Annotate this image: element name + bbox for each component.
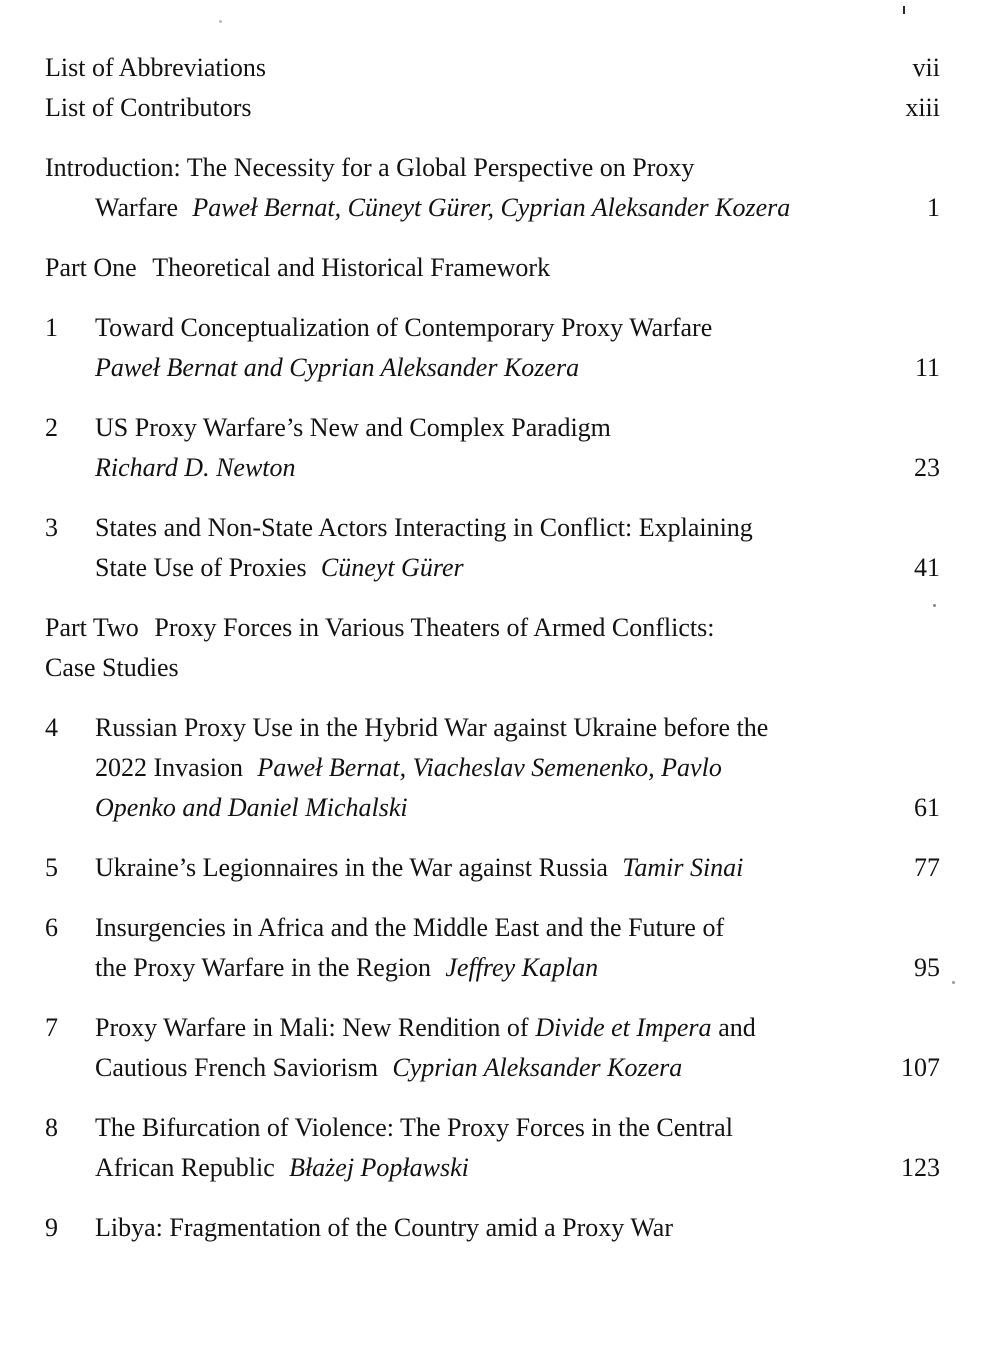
toc-entry-chapter — [45, 1208, 940, 1248]
chapter-title-continuation: 2022 Invasion — [95, 753, 244, 782]
chapter-title-pre: Proxy Warfare in Mali: New Rendition of — [95, 1013, 529, 1042]
part-title: Proxy Forces in Various Theaters of Armed Conflicts: — [154, 613, 715, 642]
scan-artifact-dot — [219, 20, 222, 23]
chapter-authors-continuation: Openko and Daniel Michalski — [95, 793, 408, 822]
scan-artifact-tick — [903, 6, 905, 14]
entry-body — [95, 508, 898, 588]
page-number: 41 — [914, 553, 940, 582]
entry-body — [95, 308, 899, 388]
part-label: Part One — [45, 253, 137, 282]
toc-entry-chapter — [45, 848, 940, 888]
chapter-title-line — [95, 848, 898, 888]
part-title-continuation: Case Studies — [45, 653, 179, 682]
entry-body — [95, 708, 898, 828]
part-heading-one — [45, 248, 940, 288]
part-label: Part Two — [45, 613, 139, 642]
chapter-title-continuation: the Proxy Warfare in the Region — [95, 953, 432, 982]
entry-title-line — [95, 188, 911, 228]
chapter-number: 5 — [45, 853, 58, 882]
entry-body — [95, 408, 898, 488]
toc-entry-chapter — [45, 308, 940, 388]
toc-entry-introduction — [45, 148, 940, 228]
part-heading-two — [45, 608, 940, 688]
part-heading-body — [45, 608, 940, 688]
chapter-authors: Paweł Bernat and Cyprian Aleksander Kozera — [95, 353, 580, 382]
page-number: 61 — [914, 793, 940, 822]
front-matter-section — [45, 48, 940, 128]
chapter-number: 4 — [45, 713, 58, 742]
chapter-number: 3 — [45, 513, 58, 542]
toc-entry-chapter — [45, 508, 940, 588]
chapter-authors: Cyprian Aleksander Kozera — [392, 1053, 683, 1082]
entry-title-line: Introduction: The Necessity for a Global Perspective on Proxy — [45, 153, 695, 182]
front-matter-row — [45, 48, 940, 88]
chapter-authors: Richard D. Newton — [95, 453, 296, 482]
entry-body — [95, 1108, 885, 1188]
page-number: 11 — [914, 353, 940, 382]
page-number: 1 — [927, 193, 940, 222]
chapter-number: 1 — [45, 313, 58, 342]
chapter-title: Toward Conceptualization of Contemporary Proxy Warfare — [95, 313, 713, 342]
chapter-number: 2 — [45, 413, 58, 442]
scan-artifact-dot — [933, 604, 936, 607]
entry-body — [95, 1208, 924, 1248]
chapter-title-line — [95, 548, 898, 588]
chapter-title-line — [95, 1048, 885, 1088]
chapter-title-line — [95, 1008, 885, 1048]
page-number: 23 — [914, 453, 940, 482]
chapter-number: 9 — [45, 1213, 58, 1242]
toc-entry-chapter — [45, 1008, 940, 1088]
chapter-title: States and Non-State Actors Interacting in Conflict: Explaining — [95, 513, 753, 542]
chapter-title-line — [95, 948, 898, 988]
chapter-number: 6 — [45, 913, 58, 942]
chapter-title: Russian Proxy Use in the Hybrid War against Ukraine before the — [95, 713, 769, 742]
page-number: 95 — [914, 953, 940, 982]
chapter-title-post: and — [718, 1013, 756, 1042]
page-number: 123 — [901, 1153, 940, 1182]
entry-title-continuation: Warfare — [95, 193, 179, 222]
page-number: vii — [912, 53, 940, 82]
chapter-title: Ukraine’s Legionnaires in the War against Russia — [95, 853, 608, 882]
page-number: 77 — [914, 853, 940, 882]
toc-entry-chapter — [45, 408, 940, 488]
chapter-title: US Proxy Warfare’s New and Complex Paradigm — [95, 413, 611, 442]
part-heading-line — [45, 608, 940, 648]
entry-authors: Paweł Bernat, Cüneyt Gürer, Cyprian Aleksander Kozera — [192, 193, 791, 222]
part-heading-line — [45, 248, 940, 288]
chapter-title-line — [95, 1148, 885, 1188]
toc-entry-chapter — [45, 908, 940, 988]
page-number: xiii — [905, 93, 940, 122]
chapter-title-continuation: African Republic — [95, 1153, 275, 1182]
part-title: Theoretical and Historical Framework — [152, 253, 551, 282]
chapter-authors: Paweł Bernat, Viacheslav Semenenko, Pavlo — [257, 753, 722, 782]
entry-body — [45, 148, 911, 228]
toc-entry-chapter — [45, 708, 940, 828]
page-number: 107 — [901, 1053, 940, 1082]
chapter-number: 8 — [45, 1113, 58, 1142]
chapter-title-line — [95, 748, 898, 788]
chapter-title-latin-phrase: Divide et Impera — [535, 1013, 712, 1042]
front-matter-label: List of Abbreviations — [45, 53, 266, 82]
front-matter-label: List of Contributors — [45, 93, 252, 122]
chapter-title-continuation: State Use of Proxies — [95, 553, 307, 582]
chapter-title-continuation: Cautious French Saviorism — [95, 1053, 379, 1082]
entry-body — [95, 848, 898, 888]
entry-body — [95, 1008, 885, 1088]
chapter-authors: Cüneyt Gürer — [320, 553, 464, 582]
chapter-authors: Tamir Sinai — [622, 853, 744, 882]
front-matter-row — [45, 88, 940, 128]
chapter-authors: Błażej Popławski — [289, 1153, 469, 1182]
toc-entry-chapter — [45, 1108, 940, 1188]
part-heading-body — [45, 248, 940, 288]
chapter-title: The Bifurcation of Violence: The Proxy Forces in the Central — [95, 1113, 733, 1142]
entry-body — [95, 908, 898, 988]
chapter-number: 7 — [45, 1013, 58, 1042]
chapter-title: Libya: Fragmentation of the Country amid a Proxy War — [95, 1213, 673, 1242]
chapter-authors: Jeffrey Kaplan — [445, 953, 599, 982]
scan-artifact-dot — [952, 981, 955, 984]
chapter-title: Insurgencies in Africa and the Middle East and the Future of — [95, 913, 725, 942]
